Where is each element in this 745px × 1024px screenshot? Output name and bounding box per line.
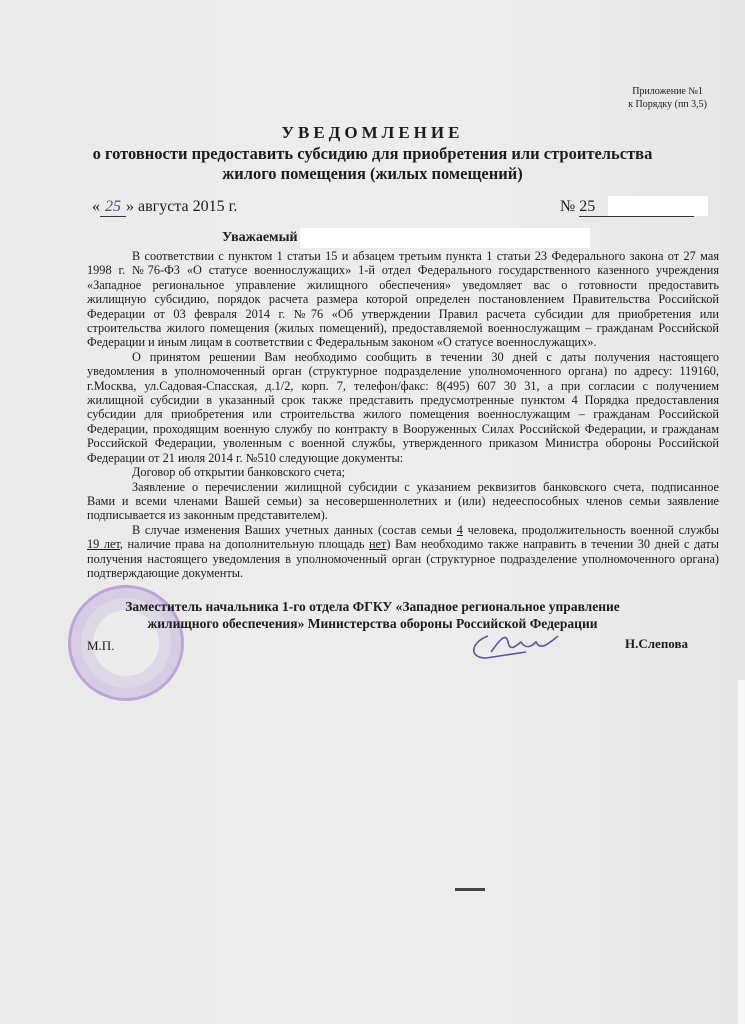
text-line: жилищную субсидию, порядок расчета размера которой определен постановлением Правительства Российской bbox=[87, 292, 719, 307]
text-run: человека, продолжительность военной службы bbox=[462, 522, 720, 537]
text-line: Договор об открытии банковского счета; bbox=[132, 465, 346, 480]
text-line: получения настоящего уведомления в уполномоченный орган (структурное подразделение уполномоченного органа) bbox=[87, 551, 719, 566]
text-line: г.Москва, ул.Садовая-Спасская, д.1/2, корп. 7, телефон/факс: 8(495) 607 30 31, а при согласии с получением bbox=[87, 378, 719, 393]
text-line: Федерации и иным лицам в соответствии с Федеральным законом «О статусе военнослужащих». bbox=[87, 335, 597, 350]
text-line bbox=[87, 537, 719, 551]
text-run: ) Вам необходимо также направить в течении 30 дней с даты bbox=[386, 537, 719, 552]
text-line: Вами и всеми членами Вашей семьи) за несовершеннолетних и (или) недееспособных членов семьи заявление bbox=[87, 493, 719, 508]
document-body bbox=[87, 241, 719, 580]
text-line: строительства жилого помещения (жилых помещений), предоставляемой военнослужащим – гражданам Российской bbox=[87, 321, 719, 336]
document-title: УВЕДОМЛЕНИЕ bbox=[281, 123, 464, 142]
text-line: 1998 г. №76-ФЗ «О статусе военнослужащих» 1-й отдел Федерального государственного казенного учреждения bbox=[87, 263, 719, 278]
text-run: В случае изменения Ваших учетных данных (состав семьи bbox=[132, 522, 457, 537]
signatory-line: Заместитель начальника 1-го отдела ФГКУ «Западное региональное управление bbox=[125, 599, 620, 614]
scan-mark bbox=[455, 888, 485, 891]
date-day: 25 bbox=[100, 198, 126, 217]
appendix-note bbox=[628, 85, 707, 111]
text-line: Заявление о перечислении жилищной субсидии с указанием реквизитов банковского счета, подписанное bbox=[132, 479, 719, 494]
number-label: № bbox=[560, 198, 576, 215]
text-line: «Западное региональное управление жилищного обеспечения» уведомляет вас о готовности предоставить bbox=[87, 277, 719, 292]
text-line: подтверждающие документы. bbox=[87, 565, 244, 580]
extra-area: нет bbox=[368, 537, 387, 552]
stamp-label: М.П. bbox=[87, 638, 115, 653]
redaction-number bbox=[608, 196, 708, 216]
text-line: субсидии для приобретения или строительства жилого помещения военнослужащим – гражданам Российской bbox=[87, 407, 719, 422]
text-line: уведомления в уполномоченный орган (структурное подразделение уполномоченного органа) по адресу: 119160, bbox=[87, 364, 719, 379]
scan-edge bbox=[738, 680, 745, 1024]
signatory-title bbox=[0, 598, 745, 632]
subtitle-line: жилого помещения (жилых помещений) bbox=[222, 164, 523, 183]
greeting: Уважаемый bbox=[222, 230, 298, 245]
text-line: В соответствии с пунктом 1 статьи 15 и абзацем третьим пункта 1 статьи 23 Федерального закона от 27 мая bbox=[132, 249, 719, 263]
text-line: Федерации от 03 февраля 2014 г. №76 «Об утверждении Правил расчета субсидии для приобретения или bbox=[87, 306, 719, 321]
document-subtitle bbox=[0, 144, 745, 184]
text-line: Федерации от 21 июля 2014 г. №510 следующие документы: bbox=[87, 450, 404, 465]
text-line: Федерации, проходящим военную службу по контракту в Вооруженных Силах Российской Федерации, и гражданам bbox=[87, 421, 719, 436]
text-run: , наличие права на дополнительную площадь bbox=[119, 537, 369, 552]
family-size: 4 bbox=[456, 522, 463, 537]
signer-name: Н.Слепова bbox=[625, 636, 689, 651]
text-line bbox=[87, 523, 719, 537]
text-line: О принятом решении Вам необходимо сообщить в течении 30 дней с даты получения настоящего bbox=[132, 349, 719, 364]
signatory-line: жилищного обеспечения» Министерства обороны Российской Федерации bbox=[147, 616, 598, 631]
service-length: 19 лет bbox=[87, 537, 120, 552]
document-date bbox=[92, 198, 237, 217]
date-month-year: августа 2015 г. bbox=[138, 198, 238, 215]
text-line: Российской Федерации, уволенным с военной службы, утвержденного приказом Министра обороны Российской bbox=[87, 436, 719, 451]
appendix-line: Приложение №1 bbox=[632, 86, 703, 97]
handwritten-signature bbox=[466, 628, 566, 664]
appendix-line: к Порядку (пп 3,5) bbox=[628, 99, 707, 110]
quote-close: » bbox=[126, 198, 134, 215]
number-text: 25 bbox=[579, 198, 596, 215]
text-line: жилищной субсидии в указанный срок также представить предусмотренные пунктом 4 Порядка предоставления bbox=[87, 393, 719, 408]
text-line: подписывается из законным представителем). bbox=[87, 508, 328, 523]
subtitle-line: о готовности предоставить субсидию для приобретения или строительства bbox=[92, 144, 653, 163]
quote-open: « bbox=[92, 198, 100, 215]
